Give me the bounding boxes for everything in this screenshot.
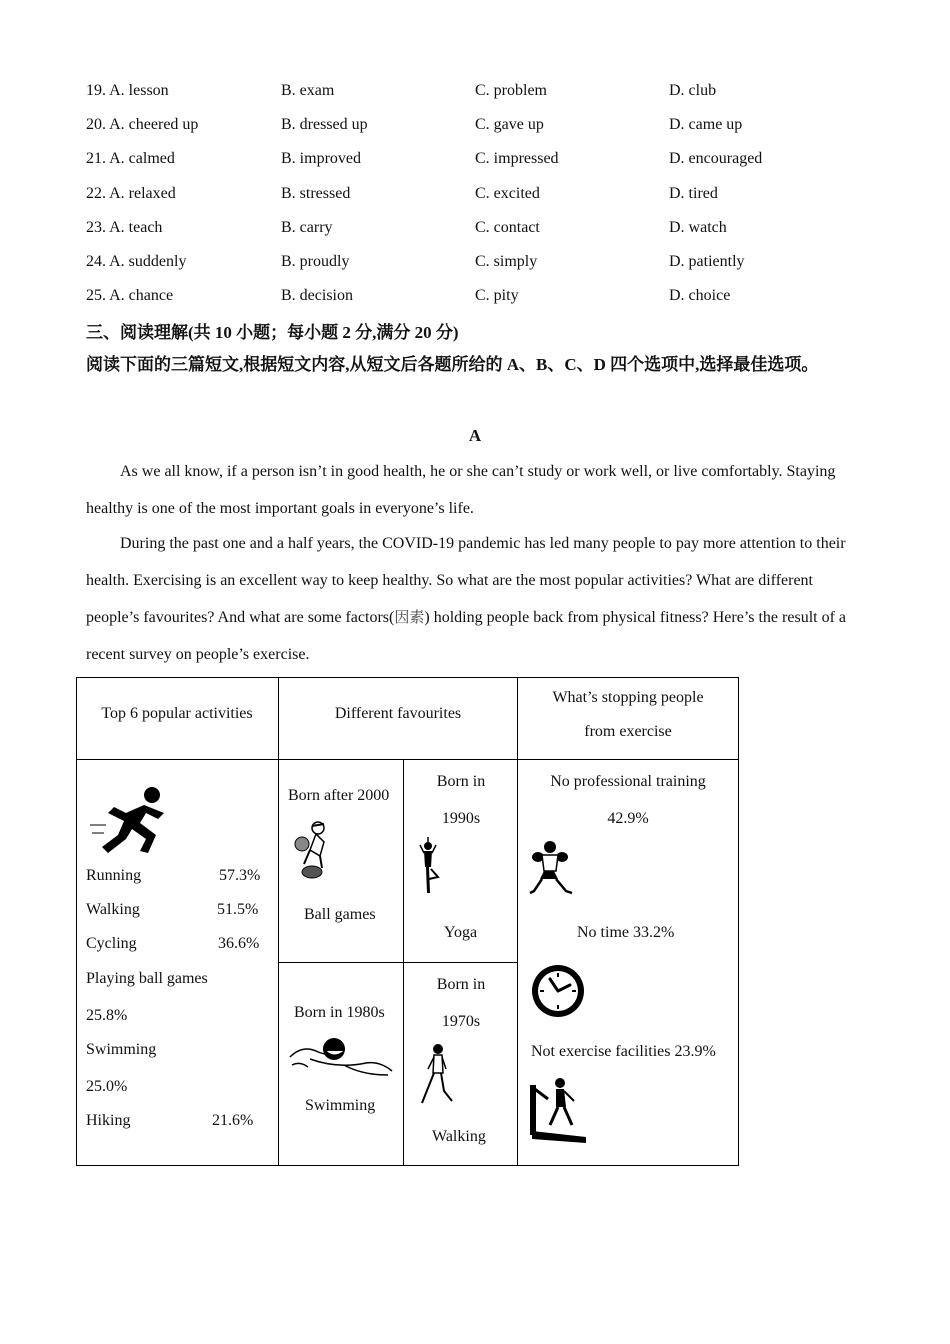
fav-2000-activity: Ball games — [304, 906, 376, 923]
section-instruction: 阅读下面的三篇短文,根据短文内容,从短文后各题所给的 A、B、C、D 四个选项中,选择最佳选项。 — [86, 355, 819, 374]
clock-icon — [528, 961, 588, 1019]
activity-hiking: Hiking — [86, 1112, 131, 1129]
option-b: B. improved — [281, 150, 361, 167]
option-b: B. dressed up — [281, 116, 368, 133]
question-number: 24. — [86, 253, 106, 270]
option-d: D. choice — [669, 287, 731, 304]
runner-icon — [88, 785, 168, 855]
activity-swimming: Swimming — [86, 1041, 157, 1058]
option-c: C. excited — [475, 185, 540, 202]
option-b: B. carry — [281, 219, 333, 236]
question-number: 25. — [86, 287, 106, 304]
option-c: C. problem — [475, 82, 547, 99]
option-d: D. came up — [669, 116, 743, 133]
header-stopping: What’s stopping people from exercise — [552, 689, 704, 740]
activity-ball-games-pct: 25.8% — [86, 1007, 128, 1024]
passage-paragraph-2: During the past one and a half years, the COVID-19 pandemic has led many people to pay more attention to their health. Exercising is an excellent way to keep healthy. So what are the most popular activities? What are different people’s favourites? And what are some factors(因素) holding people back from physical fitness? Here’s the result of a recent survey on people’s exercise. — [86, 535, 847, 663]
walker-icon — [418, 1043, 458, 1109]
option-c: C. impressed — [475, 150, 559, 167]
activity-cycling: Cycling — [86, 935, 137, 952]
option-a: 20. A. cheered up — [86, 116, 199, 133]
treadmill-icon — [528, 1075, 588, 1145]
option-a: 22. A. relaxed — [86, 185, 176, 202]
activity-hiking-pct: 21.6% — [212, 1112, 254, 1129]
question-number: 21. — [86, 150, 106, 167]
option-a: 19. A. lesson — [86, 82, 169, 99]
question-number: 19. — [86, 82, 106, 99]
option-b: B. decision — [281, 287, 353, 304]
option-b: B. exam — [281, 82, 335, 99]
section-heading: 三、阅读理解(共 10 小题；每小题 2 分,满分 20 分) — [86, 323, 459, 342]
option-c: C. simply — [475, 253, 538, 270]
ball-player-icon — [290, 820, 336, 880]
fav-1980-label: Born in 1980s — [294, 1004, 385, 1021]
option-b: B. stressed — [281, 185, 351, 202]
option-c: C. gave up — [475, 116, 544, 133]
fav-1980-activity: Swimming — [305, 1097, 376, 1114]
fav-2000-label: Born after 2000 — [288, 787, 390, 804]
option-c: C. contact — [475, 219, 540, 236]
fav-1990-label: Born in 1990s — [436, 773, 486, 827]
reason-no-training: No professional training 42.9% — [550, 773, 706, 827]
activity-running: Running — [86, 867, 142, 884]
boxer-icon — [528, 839, 574, 895]
option-d: D. club — [669, 82, 717, 99]
question-number: 22. — [86, 185, 106, 202]
activity-walking: Walking — [86, 901, 140, 918]
reason-no-time: No time 33.2% — [577, 924, 675, 941]
header-favourites: Different favourites — [334, 705, 462, 722]
chinese-gloss: 因素 — [394, 608, 425, 626]
activity-cycling-pct: 36.6% — [218, 935, 260, 952]
fav-1990-activity: Yoga — [444, 924, 478, 941]
option-d: D. tired — [669, 185, 718, 202]
option-d: D. watch — [669, 219, 727, 236]
question-number: 20. — [86, 116, 106, 133]
header-top-activities: Top 6 popular activities — [101, 705, 253, 722]
option-a: 24. A. suddenly — [86, 253, 187, 270]
activity-swimming-pct: 25.0% — [86, 1078, 128, 1095]
yoga-icon — [414, 837, 444, 897]
option-d: D. encouraged — [669, 150, 763, 167]
reason-no-facilities: Not exercise facilities 23.9% — [531, 1043, 716, 1060]
question-number: 23. — [86, 219, 106, 236]
fav-1970-label: Born in 1970s — [436, 976, 486, 1030]
option-b: B. proudly — [281, 253, 350, 270]
fav-1970-activity: Walking — [432, 1128, 486, 1145]
survey-table — [76, 677, 739, 1166]
option-d: D. patiently — [669, 253, 745, 270]
passage-label: A — [468, 426, 482, 445]
swimmer-icon — [288, 1035, 394, 1081]
option-a: 25. A. chance — [86, 287, 174, 304]
activity-running-pct: 57.3% — [219, 867, 261, 884]
activity-ball-games: Playing ball games — [86, 970, 208, 987]
option-a: 23. A. teach — [86, 219, 163, 236]
activity-walking-pct: 51.5% — [217, 901, 259, 918]
passage-paragraph-1: As we all know, if a person isn’t in good health, he or she can’t study or work well, or live comfortably. Staying healthy is one of the most important goals in everyone’s life. — [86, 463, 836, 517]
option-c: C. pity — [475, 287, 519, 304]
option-a: 21. A. calmed — [86, 150, 175, 167]
